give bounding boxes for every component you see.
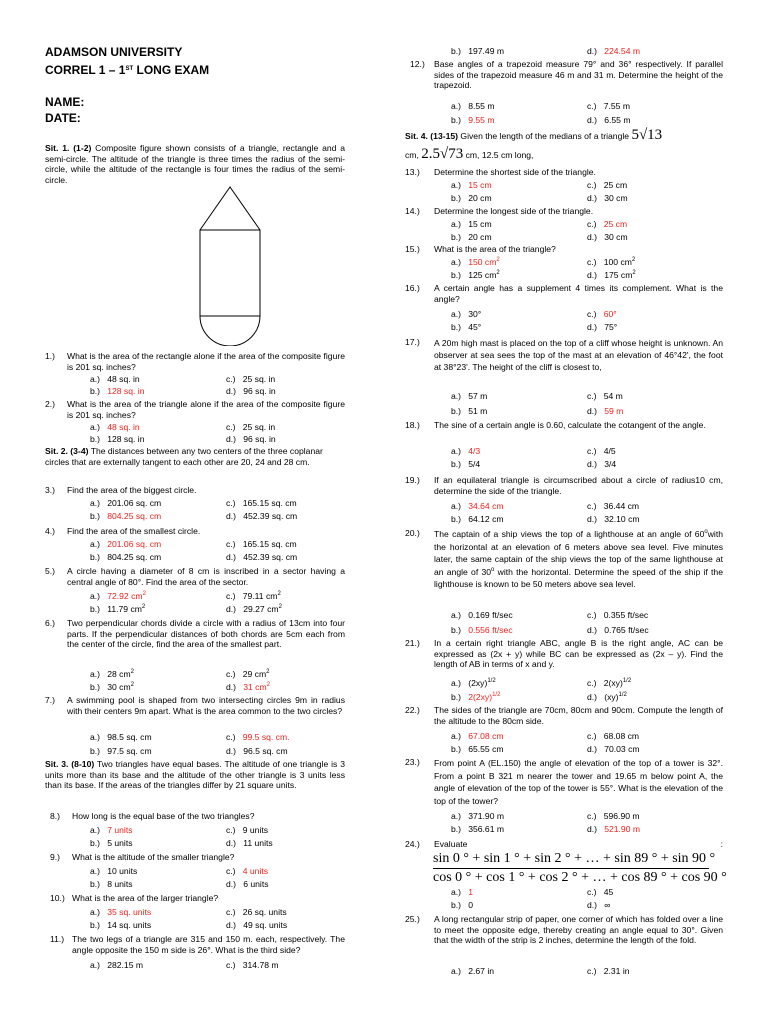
option-c[interactable]: c.) 99.5 sq. cm. bbox=[226, 732, 290, 742]
date-label: DATE: bbox=[45, 111, 81, 125]
option-b[interactable]: b.) 356.61 m bbox=[451, 824, 505, 834]
option-c[interactable]: c.) 54 m bbox=[587, 391, 623, 401]
option-a[interactable]: a.) 15 cm bbox=[451, 219, 492, 229]
fraction-numerator: sin 0 ° + sin 1 ° + sin 2 ° + … + sin 89 ° + sin 90 ° bbox=[433, 851, 716, 866]
option-a[interactable]: a.) 28 $cm^2$ bbox=[90, 669, 134, 679]
option-c[interactable]: c.) 9 units bbox=[226, 825, 269, 835]
option-a[interactable]: a.) 72.92 $cm^2$ bbox=[90, 591, 146, 601]
option-a[interactable]: a.) 201.06 sq. cm bbox=[90, 498, 162, 508]
option-d[interactable]: d.) 29.27 $cm^2$ bbox=[226, 604, 282, 614]
option-b[interactable]: b.) 51 m bbox=[451, 406, 488, 416]
option-d[interactable]: d.) (xy)$^{1/2}$ bbox=[587, 692, 627, 702]
option-d[interactable]: d.) ∞ bbox=[587, 900, 611, 910]
option-d[interactable]: d.) 96 sq. in bbox=[226, 434, 276, 444]
option-d[interactable]: d.) 0.765 ft/sec bbox=[587, 625, 649, 635]
option-d[interactable]: d.) 452.39 sq. cm bbox=[226, 552, 298, 562]
option-b[interactable]: b.) 0.556 ft/sec bbox=[451, 625, 513, 635]
option-a[interactable]: a.) 7 units bbox=[90, 825, 133, 835]
option-c[interactable]: c.) 165.15 sq. cm bbox=[226, 539, 297, 549]
option-c[interactable]: c.) 4 units bbox=[226, 866, 269, 876]
option-b[interactable]: b.) 14 sq. units bbox=[90, 920, 152, 930]
option-a[interactable]: a.) 34.64 cm bbox=[451, 501, 504, 511]
option-b[interactable]: b.) 804.25 sq. cm bbox=[90, 552, 162, 562]
option-b[interactable]: b.) 20 cm bbox=[451, 193, 492, 203]
option-d[interactable]: d.) 75° bbox=[587, 322, 618, 332]
option-a[interactable]: a.) 15 cm bbox=[451, 180, 492, 190]
option-c[interactable]: c.) 2.31 in bbox=[587, 966, 630, 976]
fraction-denominator: cos 0 ° + cos 1 ° + cos 2 ° + … + cos 89 ° + cos 90 ° bbox=[433, 870, 727, 885]
option-d[interactable]: d.) 32.10 cm bbox=[587, 514, 640, 524]
option-a[interactable]: a.) 282.15 m bbox=[90, 960, 144, 970]
option-c[interactable]: c.) 60° bbox=[587, 309, 617, 319]
option-d[interactable]: d.) 224.54 m bbox=[587, 46, 641, 56]
option-d[interactable]: d.) 6 units bbox=[226, 879, 269, 889]
option-b[interactable]: b.) 45° bbox=[451, 322, 482, 332]
option-c[interactable]: c.) 596.90 m bbox=[587, 811, 640, 821]
semicircle-shape bbox=[200, 316, 260, 346]
option-a[interactable]: a.) 1 bbox=[451, 887, 473, 897]
option-d[interactable]: d.) 31 $cm^2$ bbox=[226, 682, 270, 692]
option-b[interactable]: b.) 125 $cm^2$ bbox=[451, 270, 500, 280]
option-c[interactable]: c.) 7.55 m bbox=[587, 101, 630, 111]
option-b[interactable]: b.) 5/4 bbox=[451, 459, 481, 469]
option-d[interactable]: d.) 70.03 cm bbox=[587, 744, 640, 754]
option-c[interactable]: c.) 25 sq. in bbox=[226, 374, 276, 384]
option-c[interactable]: c.) 26 sq. units bbox=[226, 907, 287, 917]
option-b[interactable]: b.) 128 sq. in bbox=[90, 434, 145, 444]
option-a[interactable]: a.) 0.169 ft/sec bbox=[451, 610, 513, 620]
option-d[interactable]: d.) 452.39 sq. cm bbox=[226, 511, 298, 521]
option-c[interactable]: c.) 314.78 m bbox=[226, 960, 279, 970]
option-a[interactable]: a.) 150 $cm^2$ bbox=[451, 257, 500, 267]
option-c[interactable]: c.) 79.11 $cm^2$ bbox=[226, 591, 281, 601]
option-a[interactable]: a.) $(2xy)^{1/2}$ bbox=[451, 678, 496, 688]
median-1-formula: 5√13 bbox=[631, 127, 663, 143]
option-a[interactable]: a.) 30° bbox=[451, 309, 482, 319]
option-c[interactable]: c.) 165.15 sq. cm bbox=[226, 498, 297, 508]
option-c[interactable]: c.) 100 $cm^2$ bbox=[587, 257, 636, 267]
situation-3: Sit. 3. (8-10) Two triangles have equal bases. The altitude of one triangle is 3 units more than its base and the altitude of the other triangle is 3 units less than its base. If the areas of the triangles differ by 21 square units. bbox=[45, 759, 345, 791]
option-d[interactable]: d.) 3/4 bbox=[587, 459, 617, 469]
option-a[interactable]: a.) 98.5 sq. cm bbox=[90, 732, 152, 742]
option-c[interactable]: c.) 2(xy)$^{1/2}$ bbox=[587, 678, 632, 688]
option-b[interactable]: b.) 97.5 sq. cm bbox=[90, 746, 152, 756]
option-b[interactable]: b.) 197.49 m bbox=[451, 46, 505, 56]
option-b[interactable]: b.) 0 bbox=[451, 900, 473, 910]
option-b[interactable]: b.) 11.79 $cm^2$ bbox=[90, 604, 146, 614]
option-c[interactable]: c.) 25 sq. in bbox=[226, 422, 276, 432]
option-a[interactable]: a.) 201.06 sq. cm bbox=[90, 539, 162, 549]
rectangle-shape bbox=[200, 230, 260, 316]
option-a[interactable]: a.) 371.90 m bbox=[451, 811, 505, 821]
median-2-formula: 2.5√73 bbox=[421, 146, 464, 162]
option-d[interactable]: d.) 30 cm bbox=[587, 232, 628, 242]
option-b[interactable]: b.) 804.25 sq. cm bbox=[90, 511, 162, 521]
option-b[interactable]: b.) 8 units bbox=[90, 879, 133, 889]
option-b[interactable]: b.) 30 $cm^2$ bbox=[90, 682, 134, 692]
option-c[interactable]: c.) 0.355 ft/sec bbox=[587, 610, 649, 620]
situation-1: Sit. 1. (1-2) Composite figure shown consists of a triangle, rectangle and a semi-circle. The altitude of the triangle is three times the radius of the semi-circle, while the altitude of the rectangle is four times the radius of the semi-circle. bbox=[45, 143, 346, 185]
option-d[interactable]: d.) 11 units bbox=[226, 838, 273, 848]
option-a[interactable]: a.) 67.08 cm bbox=[451, 731, 504, 741]
option-c[interactable]: c.) 25 cm bbox=[587, 219, 628, 229]
option-b[interactable]: b.) 5 units bbox=[90, 838, 133, 848]
option-d[interactable]: d.) 521.90 m bbox=[587, 824, 641, 834]
option-c[interactable]: c.) 29 $cm^2$ bbox=[226, 669, 270, 679]
triangle-shape bbox=[200, 187, 260, 230]
option-d[interactable]: d.) 96 sq. in bbox=[226, 386, 276, 396]
fraction-bar bbox=[433, 868, 709, 869]
situation-2: Sit. 2. (3-4) The distances between any two centers of the three coplanar circles that are externally tangent to each other are 20, 24 and 28 cm. bbox=[45, 446, 323, 467]
option-d[interactable]: d.) 6.55 m bbox=[587, 115, 631, 125]
university-title: ADAMSON UNIVERSITY bbox=[45, 45, 183, 59]
option-d[interactable]: d.) 59 m bbox=[587, 406, 624, 416]
option-b[interactable]: b.) 20 cm bbox=[451, 232, 492, 242]
option-c[interactable]: c.) 25 cm bbox=[587, 180, 628, 190]
composite-figure bbox=[199, 186, 261, 346]
option-d[interactable]: d.) 96.5 sq. cm bbox=[226, 746, 288, 756]
option-b[interactable]: b.) 65.55 cm bbox=[451, 744, 504, 754]
option-b[interactable]: b.) 9.55 m bbox=[451, 115, 495, 125]
option-c[interactable]: c.) 45 bbox=[587, 887, 614, 897]
option-d[interactable]: d.) 49 sq. units bbox=[226, 920, 288, 930]
option-c[interactable]: c.) 4/5 bbox=[587, 446, 616, 456]
option-c[interactable]: c.) 36.44 cm bbox=[587, 501, 640, 511]
name-label: NAME: bbox=[45, 95, 85, 109]
option-a[interactable]: a.) 48 sq. in bbox=[90, 422, 140, 432]
option-a[interactable]: a.) 35 sq. units bbox=[90, 907, 152, 917]
exam-title: CORREL 1 – 1ST LONG EXAM bbox=[45, 63, 210, 77]
option-d[interactable]: d.) 175 $cm^2$ bbox=[587, 270, 636, 280]
option-d[interactable]: d.) 30 cm bbox=[587, 193, 628, 203]
option-c[interactable]: c.) 68.08 cm bbox=[587, 731, 640, 741]
option-a[interactable]: a.) 57 m bbox=[451, 391, 488, 401]
option-a[interactable]: a.) 8.55 m bbox=[451, 101, 495, 111]
option-a[interactable]: a.) 4/3 bbox=[451, 446, 481, 456]
option-b[interactable]: b.) 128 sq. in bbox=[90, 386, 145, 396]
option-a[interactable]: a.) 10 units bbox=[90, 866, 138, 876]
situation-4: Sit. 4. (13-15) Given the length of the medians of a triangle 5√13 cm, 2.5√73 cm, 12.5 cm long, bbox=[405, 127, 663, 162]
option-b[interactable]: b.) $2(2xy)^{1/2}$ bbox=[451, 692, 501, 702]
option-a[interactable]: a.) 2.67 in bbox=[451, 966, 495, 976]
option-b[interactable]: b.) 64.12 cm bbox=[451, 514, 504, 524]
trig-fraction bbox=[433, 851, 727, 886]
option-a[interactable]: a.) 48 sq. in bbox=[90, 374, 140, 384]
